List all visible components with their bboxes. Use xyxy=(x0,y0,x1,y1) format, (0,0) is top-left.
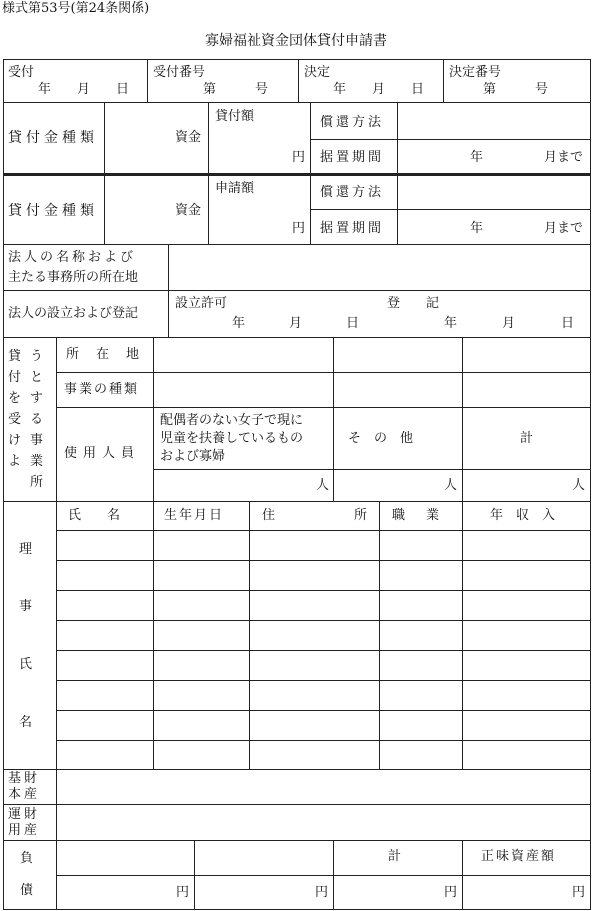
grace-period-label: 据置期間 xyxy=(320,150,385,165)
registration-label: 登 記 xyxy=(387,296,440,311)
business-side-char: 受 xyxy=(8,412,22,427)
repayment-method-label-2: 償還方法 xyxy=(320,185,385,200)
application-amount-yen: 円 xyxy=(292,221,306,236)
reg-month: 月 xyxy=(502,316,516,331)
business-side-char: す xyxy=(30,391,44,406)
operating-assets-char: 用 xyxy=(8,823,22,838)
received-label: 受付 xyxy=(8,65,35,80)
widow-staff-label-1: 配偶者のない女子で現に xyxy=(160,413,304,428)
col-name-header: 氏 名 xyxy=(68,508,121,523)
business-side-char: 付 xyxy=(8,370,22,385)
application-amount-label: 申請額 xyxy=(215,181,255,196)
staff-total-label: 計 xyxy=(520,431,534,446)
grace-year: 年 xyxy=(470,150,484,165)
reg-day: 日 xyxy=(561,316,575,331)
liabilities-total-label: 計 xyxy=(388,849,402,864)
net-assets-label: 正味資産額 xyxy=(481,849,557,864)
basic-assets-char: 基 xyxy=(8,771,22,786)
grace-month-until-2: 月まで xyxy=(544,221,584,236)
permit-day: 日 xyxy=(346,316,360,331)
basic-assets-char: 本 xyxy=(8,787,22,802)
person-unit: 人 xyxy=(572,478,586,493)
loan-amount-label: 貸付額 xyxy=(215,109,255,124)
permit-month: 月 xyxy=(289,316,303,331)
directors-side-char: 事 xyxy=(19,599,33,614)
fund-suffix: 資金 xyxy=(175,130,202,145)
business-side-char: 業 xyxy=(30,454,44,469)
widow-staff-label-2: 児童を扶養しているもの xyxy=(160,431,304,446)
grace-year-2: 年 xyxy=(470,221,484,236)
operating-assets-char: 財 xyxy=(24,807,38,822)
liability-yen: 円 xyxy=(444,885,458,900)
form-number: 様式第53号(第24条関係) xyxy=(2,1,150,16)
corp-name-label-2: 主たる事務所の所在地 xyxy=(8,270,139,285)
basic-assets-char: 産 xyxy=(24,787,38,802)
corp-establishment-label: 法人の設立および登記 xyxy=(8,306,139,321)
form-title: 寡婦福祉資金団体貸付申請書 xyxy=(205,33,387,49)
loan-type-label-2: 貸付金種類 xyxy=(8,203,98,219)
widow-staff-label-3: および寡婦 xyxy=(160,449,226,464)
staff-count-label: 使用人員 xyxy=(64,446,141,461)
liabilities-label: 負 xyxy=(20,851,34,866)
received-date-field[interactable]: 年 月 日 xyxy=(38,82,130,97)
directors-side-char: 氏 xyxy=(19,657,33,672)
receipt-number-label: 受付番号 xyxy=(153,65,206,80)
directors-side-char: 名 xyxy=(19,715,33,730)
liability-yen: 円 xyxy=(572,885,586,900)
decision-number-field[interactable]: 第 号 xyxy=(483,82,549,97)
reg-year: 年 xyxy=(444,316,458,331)
grace-month-until: 月まで xyxy=(544,150,584,165)
business-side-char: 所 xyxy=(30,475,44,490)
receipt-number-field[interactable]: 第 号 xyxy=(203,82,269,97)
col-birth-header: 生年月日 xyxy=(164,508,225,523)
business-side-char: る xyxy=(30,412,44,427)
permit-label: 設立許可 xyxy=(175,296,228,311)
liability-yen: 円 xyxy=(315,885,329,900)
operating-assets-char: 運 xyxy=(8,807,22,822)
person-unit: 人 xyxy=(444,478,458,493)
directors-side-char: 理 xyxy=(19,542,33,557)
operating-assets-char: 産 xyxy=(24,823,38,838)
repayment-method-label: 償還方法 xyxy=(320,115,385,130)
permit-year: 年 xyxy=(232,316,246,331)
loan-type-label: 貸付金種類 xyxy=(8,130,98,146)
business-side-char: と xyxy=(30,370,44,385)
business-side-char: よ xyxy=(8,454,22,469)
business-side-char: う xyxy=(30,349,44,364)
col-income-header: 年 収 入 xyxy=(490,508,556,523)
person-unit: 人 xyxy=(316,478,330,493)
corp-name-label-1: 法人の名称および xyxy=(8,250,137,265)
business-side-char: け xyxy=(8,433,22,448)
decision-date-field[interactable]: 年 月 日 xyxy=(333,82,425,97)
decision-label: 決定 xyxy=(304,65,331,80)
liabilities-label: 債 xyxy=(20,883,34,898)
liability-yen: 円 xyxy=(176,885,190,900)
other-staff-label: そ の 他 xyxy=(348,431,414,446)
decision-number-label: 決定番号 xyxy=(449,65,502,80)
business-type-label: 事業の種類 xyxy=(64,382,140,397)
col-job-header: 職 業 xyxy=(392,508,444,523)
loan-amount-yen: 円 xyxy=(292,150,306,165)
col-address-header: 住 xyxy=(262,508,276,523)
business-side-char: 貸 xyxy=(8,349,22,364)
grace-period-label-2: 据置期間 xyxy=(320,221,385,236)
col-address-header: 所 xyxy=(354,508,368,523)
business-location-label: 所 在 地 xyxy=(66,347,142,362)
basic-assets-char: 財 xyxy=(24,771,38,786)
business-side-char: を xyxy=(8,391,22,406)
fund-suffix-2: 資金 xyxy=(175,203,202,218)
business-side-char: 事 xyxy=(30,433,44,448)
